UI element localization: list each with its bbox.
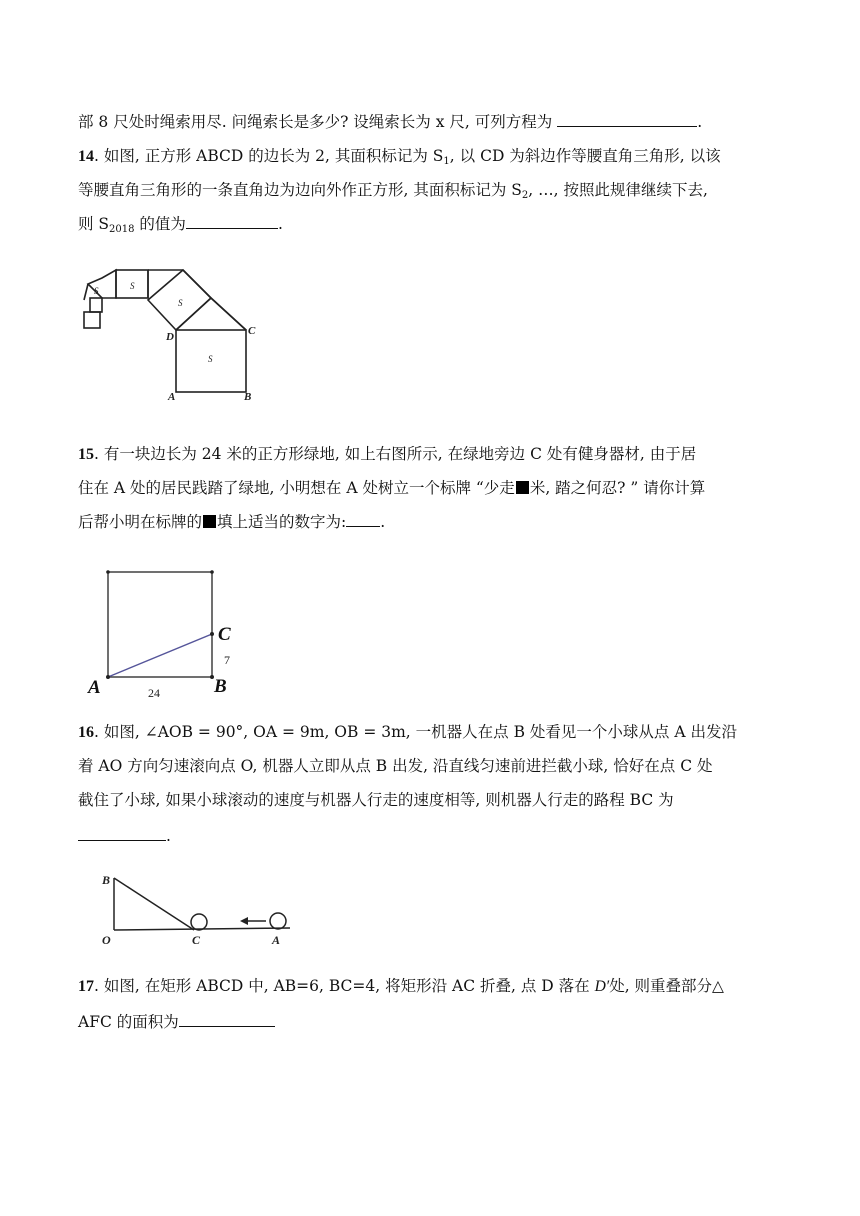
arrow-left-icon xyxy=(240,917,248,925)
q16-line-3: 截住了小球, 如果小球滚动的速度与机器人行走的速度相等, 则机器人行走的路程 BC 为 xyxy=(78,791,674,809)
d-prime: D′ xyxy=(594,978,610,995)
ball-at-c xyxy=(191,914,207,930)
q16-line-4: . xyxy=(78,826,800,846)
q15-line-1: 15. 有一块边长为 24 米的正方形绿地, 如上右图所示, 在绿地旁边 C 处有健身器材, 由于居 xyxy=(78,445,697,463)
black-square-icon xyxy=(516,481,529,494)
label-s2: S xyxy=(178,298,183,308)
ball-at-a xyxy=(270,913,286,929)
q16-line-2: 着 AO 方向匀速滚向点 O, 机器人立即从点 B 出发, 沿直线匀速前进拦截小球, 恰好在点 C 处 xyxy=(78,757,713,775)
label-a: A xyxy=(168,391,176,403)
label-s3: S xyxy=(130,281,135,291)
label-b: B xyxy=(102,873,111,887)
q15-line-3: 后帮小明在标牌的 填上适当的数字为: . xyxy=(78,513,386,531)
q14-number: 14 xyxy=(78,148,94,165)
label-c: C xyxy=(218,624,231,645)
q15-blank xyxy=(346,512,380,527)
q15-number: 15 xyxy=(78,446,94,463)
black-square-icon xyxy=(203,515,216,528)
q15-figure xyxy=(86,564,246,699)
label-b: B xyxy=(214,676,227,697)
label-d: D xyxy=(166,331,174,343)
label-c: C xyxy=(248,325,256,337)
q17-line-2: AFC 的面积为 xyxy=(78,1012,800,1032)
label-a: A xyxy=(88,677,101,698)
side-24-label: 24 xyxy=(148,686,160,700)
q14-blank xyxy=(186,214,278,229)
label-c: C xyxy=(192,933,201,947)
q13-line: 部 8 尺处时绳索用尽. 问绳索长是多少? 设绳索长为 x 尺, 可列方程为 . xyxy=(78,113,703,131)
label-b: B xyxy=(244,391,252,403)
q14-figure xyxy=(80,262,270,407)
q13-text: 部 8 尺处时绳索用尽. 问绳索长是多少? 设绳索长为 x 尺, 可列方程为 xyxy=(78,113,553,131)
q16-number: 16 xyxy=(78,724,94,741)
q14-line-1: 14. 如图, 正方形 ABCD 的边长为 2, 其面积标记为 $S_1$, 以 CD 为斜边作等腰直角三角形, 以该 xyxy=(78,147,721,167)
q16-line-1: 16. 如图, ∠AOB = 90°, OA = 9m, OB = 3m, 一机器人在点 B 处看见一个小球从点 A 出发沿 xyxy=(78,723,737,741)
label-o: O xyxy=(102,933,111,947)
q14-line-3: 则 $S_{2018}$ 的值为 . xyxy=(78,215,283,235)
q14-line-2: 等腰直角三角形的一条直角边为边向外作正方形, 其面积标记为 $S_2$, …, 按照此规律继续下去, xyxy=(78,181,708,201)
label-a: A xyxy=(272,933,281,947)
q13-blank xyxy=(601,112,697,127)
q16-blank xyxy=(78,826,166,841)
q17-blank xyxy=(179,1012,275,1027)
label-s1: S xyxy=(208,354,213,364)
label-s4: S xyxy=(94,286,99,296)
q16-figure xyxy=(100,872,300,952)
square-s4 xyxy=(88,270,116,298)
q17-line-1: 17. 如图, 在矩形 ABCD 中, AB=6, BC=4, 将矩形沿 AC 折叠, 点 D 落在 D′处, 则重叠部分△ xyxy=(78,977,724,995)
side-7-label: 7 xyxy=(224,653,230,667)
q17-number: 17 xyxy=(78,978,94,995)
q13-blank-thin xyxy=(557,112,601,127)
q15-line-2: 住在 A 处的居民践踏了绿地, 小明想在 A 处树立一个标牌 “少走 米, 踏之何忍? ” 请你计算 xyxy=(78,479,706,497)
